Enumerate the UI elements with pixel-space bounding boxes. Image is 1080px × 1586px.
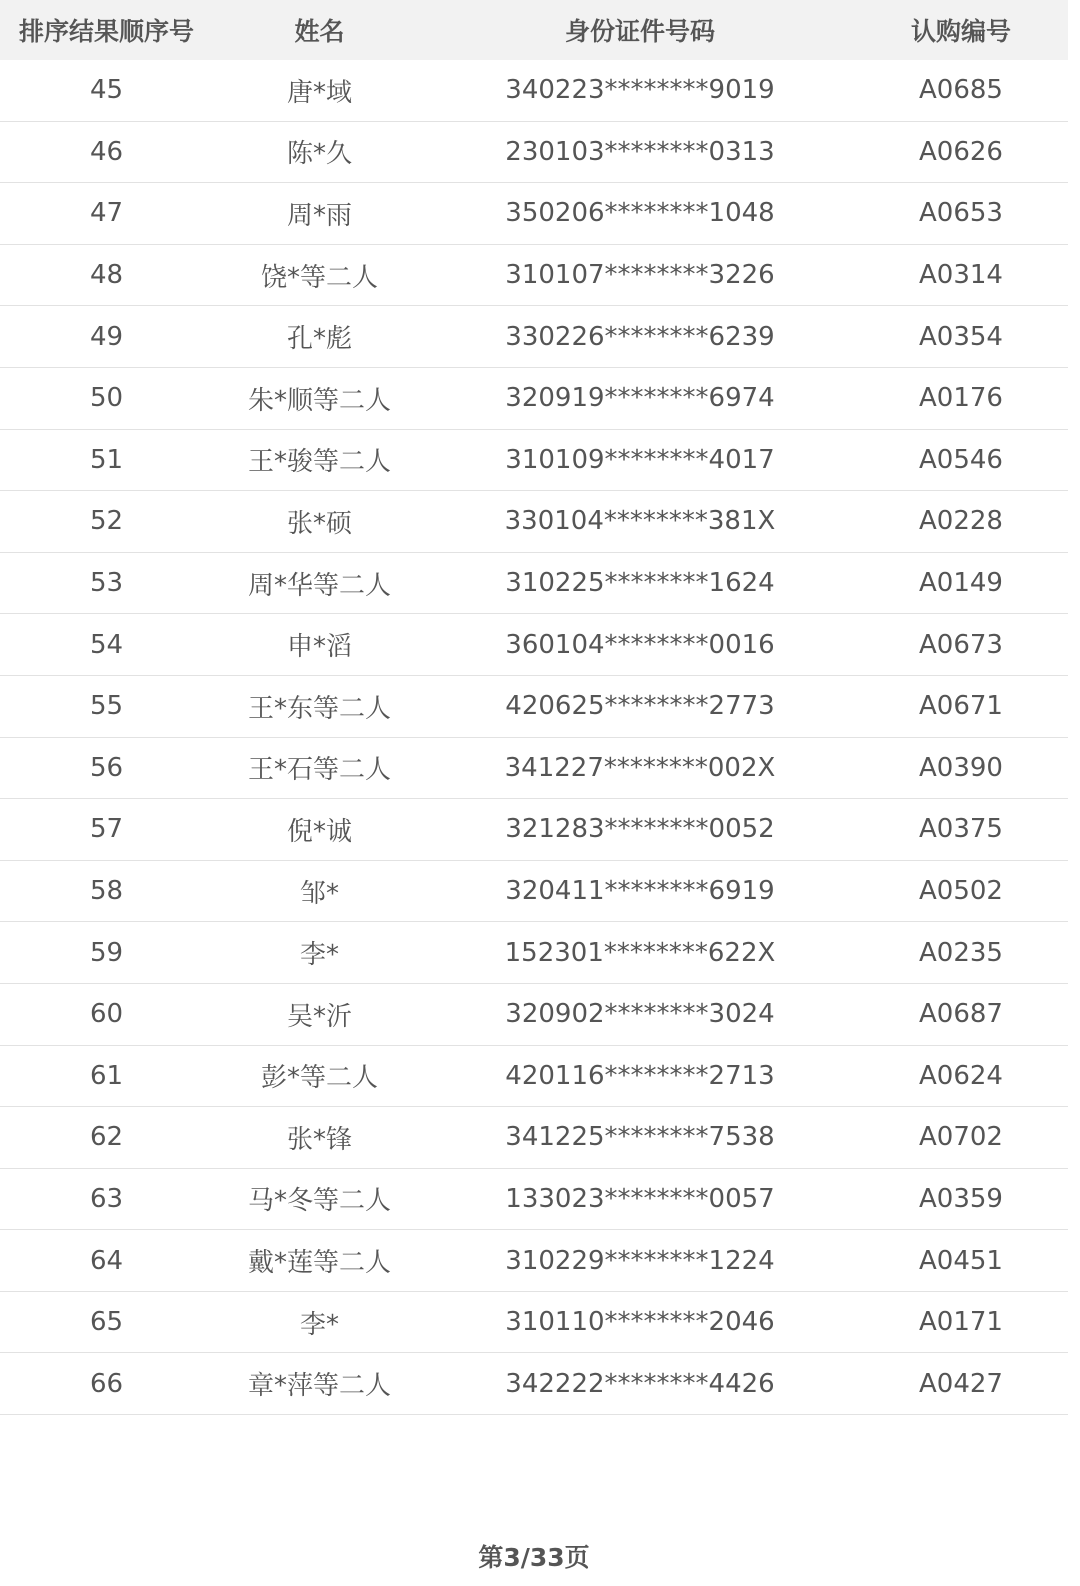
subscription-number-cell: A0375	[919, 814, 1003, 845]
subscription-number-cell: A0451	[919, 1245, 1003, 1276]
name-cell: 邹*	[299, 878, 339, 909]
header-name: 姓名	[294, 17, 345, 46]
table-row	[0, 984, 1068, 1046]
id-number-cell: 310107********3226	[505, 260, 775, 291]
id-number-cell: 420116********2713	[505, 1060, 775, 1091]
name-cell: 王*骏等二人	[247, 447, 391, 478]
subscription-number-cell: A0673	[919, 629, 1003, 660]
name-cell: 孔*彪	[286, 324, 352, 355]
table-body	[0, 60, 1068, 1415]
id-number-cell: 230103********0313	[505, 136, 775, 167]
order-number-cell: 63	[89, 1183, 124, 1214]
header-order-number: 排序结果顺序号	[18, 17, 194, 46]
name-cell: 周*雨	[286, 200, 352, 231]
order-number-cell: 61	[89, 1060, 124, 1091]
subscription-number-cell: A0176	[919, 383, 1003, 414]
page-indicator: 第3/33页	[478, 1543, 590, 1572]
order-number-cell: 56	[89, 752, 124, 783]
order-number-cell: 64	[89, 1245, 124, 1276]
subscription-number-cell: A0624	[919, 1060, 1003, 1091]
subscription-number-cell: A0702	[919, 1122, 1003, 1153]
table-row	[0, 1292, 1068, 1354]
id-number-cell: 342222********4426	[505, 1368, 775, 1399]
name-cell: 李*	[299, 1309, 339, 1340]
order-number-cell: 54	[89, 629, 124, 660]
table-row	[0, 60, 1068, 122]
subscription-number-cell: A0546	[919, 444, 1003, 475]
id-number-cell: 320919********6974	[505, 383, 775, 414]
name-cell: 申*滔	[286, 632, 352, 663]
table-row	[0, 245, 1068, 307]
order-number-cell: 48	[89, 260, 124, 291]
table-row	[0, 306, 1068, 368]
table-row	[0, 1353, 1068, 1415]
name-cell: 饶*等二人	[260, 262, 378, 293]
order-number-cell: 57	[89, 814, 124, 845]
order-number-cell: 59	[89, 937, 124, 968]
table-row	[0, 1230, 1068, 1292]
name-cell: 张*锋	[286, 1124, 352, 1155]
order-number-cell: 49	[89, 321, 124, 352]
name-cell: 王*东等二人	[247, 693, 391, 724]
name-cell: 王*石等二人	[247, 755, 391, 786]
table-row	[0, 1107, 1068, 1169]
table-row	[0, 922, 1068, 984]
table-row	[0, 799, 1068, 861]
subscription-number-cell: A0171	[919, 1307, 1003, 1338]
subscription-number-cell: A0626	[919, 136, 1003, 167]
id-number-cell: 310110********2046	[505, 1307, 775, 1338]
order-number-cell: 51	[89, 444, 124, 475]
id-number-cell: 330104********381X	[504, 506, 776, 537]
subscription-number-cell: A0359	[919, 1183, 1003, 1214]
subscription-number-cell: A0427	[919, 1368, 1003, 1399]
id-number-cell: 133023********0057	[505, 1183, 775, 1214]
order-number-cell: 45	[89, 75, 124, 106]
name-cell: 张*硕	[286, 508, 352, 539]
id-number-cell: 310225********1624	[505, 568, 775, 599]
table-row	[0, 738, 1068, 800]
table-row	[0, 1169, 1068, 1231]
order-number-cell: 66	[89, 1368, 124, 1399]
order-number-cell: 65	[89, 1307, 124, 1338]
order-number-cell: 58	[89, 876, 124, 907]
header-subscription-number: 认购编号	[910, 17, 1011, 46]
name-cell: 李*	[299, 940, 339, 971]
order-number-cell: 55	[89, 691, 124, 722]
id-number-cell: 320411********6919	[505, 876, 775, 907]
order-number-cell: 60	[89, 999, 124, 1030]
table-row	[0, 368, 1068, 430]
id-number-cell: 420625********2773	[505, 691, 775, 722]
table-row	[0, 676, 1068, 738]
table-header-row	[0, 0, 1068, 60]
table-row	[0, 183, 1068, 245]
table-row	[0, 491, 1068, 553]
id-number-cell: 152301********622X	[504, 937, 776, 968]
order-number-cell: 46	[89, 136, 124, 167]
table-row	[0, 861, 1068, 923]
subscription-number-cell: A0235	[919, 937, 1003, 968]
id-number-cell: 310229********1224	[505, 1245, 775, 1276]
id-number-cell: 341225********7538	[505, 1122, 775, 1153]
name-cell: 彭*等二人	[260, 1063, 378, 1094]
table-row	[0, 122, 1068, 184]
id-number-cell: 330226********6239	[505, 321, 775, 352]
name-cell: 吴*沂	[286, 1001, 352, 1032]
table-row	[0, 430, 1068, 492]
order-number-cell: 52	[89, 506, 124, 537]
order-number-cell: 47	[89, 198, 124, 229]
order-number-cell: 62	[89, 1122, 124, 1153]
id-number-cell: 340223********9019	[505, 75, 775, 106]
name-cell: 陈*久	[286, 139, 352, 170]
name-cell: 马*冬等二人	[247, 1186, 391, 1217]
id-number-cell: 350206********1048	[505, 198, 775, 229]
table-row	[0, 553, 1068, 615]
order-number-cell: 53	[89, 568, 124, 599]
subscription-number-cell: A0653	[919, 198, 1003, 229]
subscription-number-cell: A0687	[919, 999, 1003, 1030]
subscription-number-cell: A0685	[919, 75, 1003, 106]
subscription-number-cell: A0149	[919, 568, 1003, 599]
name-cell: 倪*诚	[286, 816, 352, 847]
name-cell: 唐*域	[286, 77, 352, 108]
subscription-number-cell: A0502	[919, 876, 1003, 907]
subscription-number-cell: A0228	[919, 506, 1003, 537]
header-id-number: 身份证件号码	[564, 17, 715, 46]
name-cell: 戴*莲等二人	[247, 1248, 391, 1279]
id-number-cell: 321283********0052	[505, 814, 775, 845]
name-cell: 章*萍等二人	[247, 1371, 391, 1402]
subscription-number-cell: A0671	[919, 691, 1003, 722]
name-cell: 周*华等二人	[247, 570, 391, 601]
id-number-cell: 360104********0016	[505, 629, 775, 660]
order-number-cell: 50	[89, 383, 124, 414]
id-number-cell: 310109********4017	[505, 444, 775, 475]
subscription-number-cell: A0314	[919, 260, 1003, 291]
table-row	[0, 1046, 1068, 1108]
id-number-cell: 320902********3024	[505, 999, 775, 1030]
subscription-number-cell: A0390	[919, 752, 1003, 783]
table-row	[0, 614, 1068, 676]
name-cell: 朱*顺等二人	[247, 385, 391, 416]
id-number-cell: 341227********002X	[504, 752, 776, 783]
subscription-number-cell: A0354	[919, 321, 1003, 352]
